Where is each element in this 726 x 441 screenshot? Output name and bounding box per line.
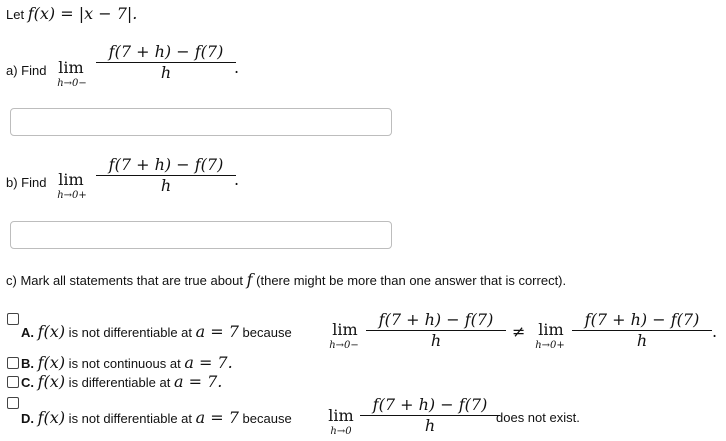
- part-a-label: a) Find: [6, 63, 47, 78]
- option-a-lim-left-subscript: h→0−: [329, 340, 359, 351]
- part-b-label: b) Find: [6, 175, 47, 190]
- option-b-text: [21, 353, 233, 372]
- option-c-text: [21, 372, 222, 391]
- part-b-answer-input[interactable]: [10, 221, 392, 249]
- option-c-letter: C.: [21, 375, 34, 390]
- part-a-fraction: [96, 42, 236, 82]
- option-a-lim-right: lim: [538, 320, 564, 339]
- option-c-checkbox[interactable]: [7, 376, 19, 388]
- option-b-a-eq: a = 7.: [184, 353, 233, 372]
- part-c-instruction-2: (there might be more than one answer that is correct).: [252, 273, 567, 288]
- option-a-fraction-left: [366, 310, 506, 350]
- part-a-lim-subscript: h→0−: [57, 78, 87, 89]
- option-d-text: [21, 408, 292, 427]
- part-a-answer-input[interactable]: [10, 108, 392, 136]
- fraction-numerator: f(7 + h) − f(7): [378, 310, 494, 329]
- option-a-a-eq: a = 7: [195, 322, 239, 341]
- option-d-fraction: [360, 395, 500, 435]
- option-d-lim-subscript: h→0: [330, 426, 352, 437]
- option-a-text2: is not differentiable at: [65, 325, 196, 340]
- fraction-denominator: h: [424, 416, 436, 435]
- option-a-lim-right-subscript: h→0+: [535, 340, 565, 351]
- option-a-because: because: [238, 325, 292, 340]
- option-a-text: [21, 322, 292, 341]
- fraction-denominator: h: [160, 63, 172, 82]
- part-c-f: f: [246, 270, 253, 289]
- fraction-numerator: f(7 + h) − f(7): [108, 42, 224, 61]
- option-b-fx: f(x): [37, 353, 66, 372]
- option-a-letter: A.: [21, 325, 34, 340]
- part-a-lim: lim: [58, 58, 84, 77]
- option-b-checkbox[interactable]: [7, 357, 19, 369]
- option-b-letter: B.: [21, 356, 34, 371]
- option-d-because: because: [238, 411, 292, 426]
- option-a-fx: f(x): [37, 322, 66, 341]
- intro-prefix: Let: [6, 7, 28, 22]
- fraction-numerator: f(7 + h) − f(7): [108, 155, 224, 174]
- period: .: [234, 170, 240, 189]
- part-c-instruction: [6, 270, 566, 289]
- intro-line: [6, 4, 137, 23]
- fraction-denominator: h: [430, 331, 442, 350]
- option-a-lim-left: lim: [332, 320, 358, 339]
- part-c-instruction-1: c) Mark all statements that are true about: [6, 273, 247, 288]
- option-b-text2: is not continuous at: [65, 356, 185, 371]
- option-c-fx: f(x): [37, 372, 66, 391]
- part-b-lim: lim: [58, 170, 84, 189]
- fraction-numerator: f(7 + h) − f(7): [372, 395, 488, 414]
- option-a-neq: ≠: [512, 322, 526, 341]
- option-d-a-eq: a = 7: [195, 408, 239, 427]
- fraction-denominator: h: [160, 176, 172, 195]
- fraction-numerator: f(7 + h) − f(7): [584, 310, 700, 329]
- option-d-checkbox[interactable]: [7, 397, 19, 409]
- intro-formula: f(x) = |x − 7|.: [27, 4, 138, 23]
- part-b-fraction: [96, 155, 236, 195]
- option-d-lim: lim: [328, 406, 354, 425]
- option-a-checkbox[interactable]: [7, 313, 19, 325]
- option-d-does-not-exist: does not exist.: [496, 410, 580, 425]
- option-c-text2: is differentiable at: [65, 375, 174, 390]
- part-b-lim-subscript: h→0+: [57, 190, 87, 201]
- option-a-end: .: [712, 322, 718, 341]
- fraction-denominator: h: [636, 331, 648, 350]
- option-a-fraction-right: [572, 310, 712, 350]
- option-d-fx: f(x): [37, 408, 66, 427]
- option-d-letter: D.: [21, 411, 34, 426]
- option-d-text2: is not differentiable at: [65, 411, 196, 426]
- option-c-a-eq: a = 7.: [173, 372, 223, 391]
- period: .: [234, 58, 240, 77]
